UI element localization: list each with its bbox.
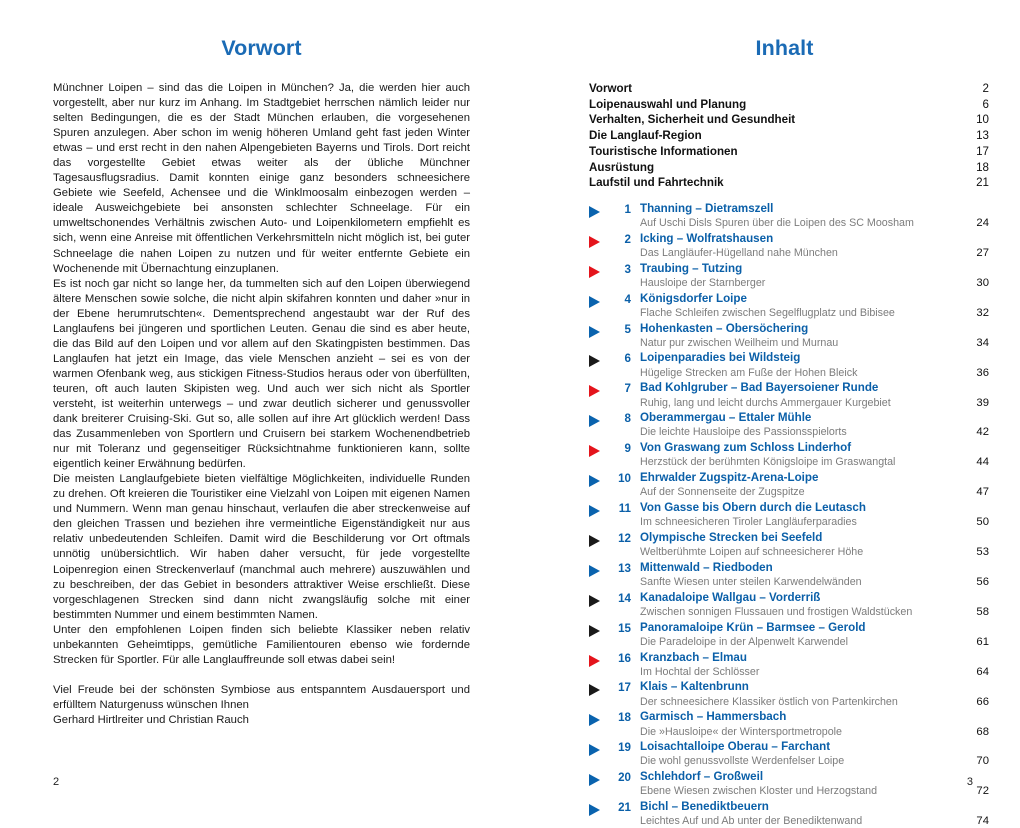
- triangle-blue-icon: [589, 326, 600, 338]
- toc-tour-text: [631, 800, 989, 828]
- difficulty-marker: [589, 202, 609, 218]
- toc-tour-subtitle-row: [640, 336, 989, 350]
- triangle-red-icon: [589, 445, 600, 457]
- page-title-vorwort: Vorwort: [221, 36, 302, 60]
- toc-tour-page: 61: [976, 635, 989, 648]
- toc-tour-number: 1: [624, 202, 631, 216]
- toc-tour-list: [589, 202, 989, 828]
- difficulty-marker: [589, 680, 609, 696]
- toc-tour-text: [631, 740, 989, 768]
- triangle-blue-icon: [589, 475, 600, 487]
- toc-tour-entry[interactable]: [589, 531, 989, 559]
- triangle-red-icon: [589, 655, 600, 667]
- toc-tour-text: [631, 411, 989, 439]
- toc-front-matter-row[interactable]: [589, 128, 989, 144]
- toc-tour-subtitle-row: [640, 246, 989, 260]
- toc-tour-title: Icking – Wolfratshausen: [640, 231, 774, 245]
- toc-tour-number: 6: [624, 352, 631, 366]
- toc-tour-entry[interactable]: [589, 770, 989, 798]
- toc-tour-page: 30: [976, 276, 989, 289]
- toc-tour-title: Kanadaloipe Wallgau – Vorderriß: [640, 590, 821, 604]
- toc-front-matter-page: 13: [976, 129, 989, 143]
- toc-front-matter-page: 2: [982, 82, 989, 95]
- page-title-inhalt: Inhalt: [755, 36, 814, 60]
- toc-tour-number: 19: [618, 741, 631, 755]
- toc-tour-number: 20: [618, 771, 631, 785]
- toc-tour-text: [631, 381, 989, 409]
- difficulty-marker: [589, 411, 609, 427]
- toc-tour-title: Königsdorfer Loipe: [640, 291, 747, 305]
- toc-tour-text: [631, 680, 989, 708]
- toc-tour-title: Loipenparadies bei Wildsteig: [640, 351, 801, 365]
- toc-tour-number: 4: [624, 292, 631, 306]
- difficulty-marker: [589, 322, 609, 338]
- toc-front-matter-row[interactable]: [589, 81, 989, 97]
- triangle-blue-icon: [589, 206, 600, 218]
- toc-tour-number: 16: [618, 651, 631, 665]
- toc-tour-number: 3: [624, 262, 631, 276]
- difficulty-marker: [589, 800, 609, 816]
- toc-tour-subtitle: Hügelige Strecken am Fuße der Hohen Bleick: [640, 366, 858, 379]
- toc-tour-page: 50: [976, 516, 989, 529]
- toc-tour-entry[interactable]: [589, 651, 989, 679]
- toc-tour-page: 53: [976, 546, 989, 559]
- toc-tour-page: 64: [976, 665, 989, 678]
- toc-tour-entry[interactable]: [589, 501, 989, 529]
- difficulty-marker: [589, 292, 609, 308]
- toc-tour-text: [631, 591, 989, 619]
- toc-tour-subtitle: Weltberühmte Loipen auf schneesicherer Höhe: [640, 546, 864, 559]
- toc-tour-title: Thanning – Dietramszell: [640, 201, 774, 215]
- toc-tour-subtitle-row: [640, 754, 989, 768]
- difficulty-marker: [589, 501, 609, 517]
- triangle-red-icon: [589, 236, 600, 248]
- toc-tour-page: 24: [976, 217, 989, 230]
- toc-front-matter-page: 18: [976, 160, 989, 174]
- triangle-red-icon: [589, 385, 600, 397]
- difficulty-marker: [589, 591, 609, 607]
- toc-tour-entry[interactable]: [589, 680, 989, 708]
- triangle-blue-icon: [589, 714, 600, 726]
- toc-front-matter-label: Vorwort: [589, 82, 632, 95]
- toc-tour-subtitle-row: [640, 695, 989, 709]
- toc-tour-subtitle-row: [640, 216, 989, 230]
- toc-tour-subtitle: Ebene Wiesen zwischen Kloster und Herzogstand: [640, 785, 878, 798]
- toc-tour-page: 47: [976, 486, 989, 499]
- triangle-red-icon: [589, 266, 600, 278]
- toc-tour-text: [631, 621, 989, 649]
- difficulty-marker: [589, 710, 609, 726]
- toc-tour-entry[interactable]: [589, 381, 989, 409]
- toc-tour-subtitle-row: [640, 635, 989, 649]
- toc-tour-subtitle: Zwischen sonnigen Flussauen und frostigen Waldstücken: [640, 605, 913, 618]
- toc-tour-title: Garmisch – Hammersbach: [640, 710, 787, 724]
- toc-tour-subtitle-row: [640, 306, 989, 320]
- toc-front-matter-label: Die Langlauf-Region: [589, 129, 702, 143]
- toc-tour-subtitle-row: [640, 725, 989, 739]
- toc-tour-title: Oberammergau – Ettaler Mühle: [640, 411, 812, 425]
- foreword-closing: Viel Freude bei der schönsten Symbiose aus entspanntem Ausdauersport und erfülltem Naturgenuss wünschen Ihnen: [53, 683, 470, 711]
- toc-tour-subtitle: Natur pur zwischen Weilheim und Murnau: [640, 336, 839, 349]
- foreword-paragraph: Die meisten Langlaufgebiete bieten vielfältige Möglichkeiten, individuelle Runden zu drehen. Oft kreieren die Touristiker eine Vielzahl von Loipen mit eigenen Namen und Nummern. Wenn man genau hinschaut, verlaufen die aber streckenweise auf den gleichen Trassen und beziehen ihre vermeintliche Eigenständigkeit nur aus relativ unbedeutenden Schleifen. Damit wird die Beschilderung vor Ort oftmals unnötig unübersichtlich. Wir haben daher versucht, für jede vorgestellte Loipenregion einen Streckenverlauf (manchmal auch mehrere) auszuwählen und zu beschreiben, der das Gebiet in besonders attraktiver Weise erschließt. Diese vorgeschlagenen Strecken sind dann nicht zwangsläufig solche mit einer bestimmten Nummer und einem bestimmten Namen.: [53, 473, 470, 621]
- difficulty-marker: [589, 441, 609, 457]
- toc-tour-subtitle-row: [640, 575, 989, 589]
- toc-tour-subtitle-row: [640, 515, 989, 529]
- toc-tour-subtitle-row: [640, 605, 989, 619]
- toc-tour-number: 12: [618, 531, 631, 545]
- triangle-black-icon: [589, 355, 600, 367]
- triangle-black-icon: [589, 684, 600, 696]
- toc-tour-page: 44: [976, 456, 989, 469]
- toc-tour-page: 39: [976, 396, 989, 409]
- toc-front-matter-label: Touristische Informationen: [589, 144, 738, 158]
- toc-tour-entry[interactable]: [589, 202, 989, 230]
- folio-left: 2: [53, 776, 60, 788]
- toc-tour-title: Olympische Strecken bei Seefeld: [640, 530, 823, 544]
- toc-tour-page: 32: [976, 306, 989, 319]
- toc-tour-number: 9: [624, 442, 631, 456]
- toc-tour-text: [631, 232, 989, 260]
- toc-tour-number: 14: [618, 591, 631, 605]
- toc-tour-entry[interactable]: [589, 351, 989, 379]
- triangle-black-icon: [589, 625, 600, 637]
- toc-tour-subtitle-row: [640, 366, 989, 380]
- toc-tour-subtitle: Hausloipe der Starnberger: [640, 276, 766, 289]
- toc-tour-entry[interactable]: [589, 322, 989, 350]
- triangle-blue-icon: [589, 505, 600, 517]
- toc-tour-entry[interactable]: [589, 561, 989, 589]
- triangle-blue-icon: [589, 774, 600, 786]
- toc-tour-title: Schlehdorf – Großweil: [640, 770, 764, 784]
- toc-tour-text: [631, 651, 989, 679]
- toc-tour-subtitle: Herzstück der berühmten Königsloipe im Graswangtal: [640, 456, 896, 469]
- toc-tour-text: [631, 561, 989, 589]
- toc-front-matter-label: Verhalten, Sicherheit und Gesundheit: [589, 113, 796, 127]
- difficulty-marker: [589, 262, 609, 278]
- toc-tour-subtitle: Der schneesichere Klassiker östlich von Partenkirchen: [640, 695, 898, 708]
- triangle-blue-icon: [589, 744, 600, 756]
- toc-front-matter-page: 17: [976, 144, 989, 158]
- foreword-signature: Gerhard Hirtlreiter und Christian Rauch: [53, 713, 249, 726]
- toc-tour-page: 70: [976, 755, 989, 768]
- toc-tour-entry[interactable]: [589, 710, 989, 738]
- toc-tour-number: 15: [618, 621, 631, 635]
- toc-tour-number: 2: [624, 232, 631, 246]
- triangle-black-icon: [589, 595, 600, 607]
- toc-front-matter-label: Laufstil und Fahrtechnik: [589, 176, 724, 190]
- toc-tour-page: 36: [976, 366, 989, 379]
- toc-tour-title: Klais – Kaltenbrunn: [640, 680, 749, 694]
- table-of-contents: [589, 81, 989, 828]
- toc-tour-page: 66: [976, 695, 989, 708]
- toc-tour-subtitle-row: [640, 455, 989, 469]
- toc-tour-title: Traubing – Tutzing: [640, 261, 743, 275]
- toc-tour-number: 21: [618, 801, 631, 815]
- triangle-blue-icon: [589, 296, 600, 308]
- toc-tour-text: [631, 531, 989, 559]
- toc-tour-entry[interactable]: [589, 262, 989, 290]
- page-vorwort: [0, 0, 510, 816]
- toc-tour-subtitle: Die »Hausloipe« der Wintersportmetropole: [640, 725, 842, 738]
- toc-tour-number: 10: [618, 472, 631, 486]
- toc-tour-number: 8: [624, 412, 631, 426]
- toc-tour-subtitle-row: [640, 425, 989, 439]
- toc-tour-subtitle-row: [640, 485, 989, 499]
- toc-tour-entry[interactable]: [589, 441, 989, 469]
- toc-tour-subtitle: Sanfte Wiesen unter steilen Karwendelwänden: [640, 576, 862, 588]
- toc-tour-text: [631, 322, 989, 350]
- toc-tour-number: 13: [618, 561, 631, 575]
- toc-tour-title: Von Graswang zum Schloss Linderhof: [640, 441, 852, 455]
- toc-tour-number: 17: [618, 681, 631, 695]
- toc-tour-entry[interactable]: [589, 591, 989, 619]
- toc-tour-subtitle: Die wohl genussvollste Werdenfelser Loipe: [640, 755, 845, 768]
- toc-tour-text: [631, 262, 989, 290]
- toc-tour-subtitle: Das Langläufer-Hügelland nahe München: [640, 247, 838, 260]
- toc-front-matter-row[interactable]: [589, 112, 989, 128]
- difficulty-marker: [589, 651, 609, 667]
- toc-tour-entry[interactable]: [589, 232, 989, 260]
- toc-front-matter-row[interactable]: [589, 97, 989, 113]
- toc-tour-text: [631, 292, 989, 320]
- toc-tour-page: 74: [976, 815, 989, 828]
- toc-tour-subtitle-row: [640, 545, 989, 559]
- toc-tour-entry[interactable]: [589, 621, 989, 649]
- difficulty-marker: [589, 740, 609, 756]
- toc-front-matter-page: 21: [976, 176, 989, 190]
- foreword-paragraph: Es ist noch gar nicht so lange her, da tummelten sich auf den Loipen überwiegend ältere Menschen sowie solche, die nicht alpin skifahren konnten und daher »nur in der Ebene herumrutschten«. Dementsprechend angestaubt war der Ruf des Langlaufens bei jüngeren und sportlichen Leuten. Genau die sind es aber heute, die das Bild auf den Loipen und vor allem auf den Skatingpisten bestimmen. Das Langlaufen hat jetzt ein Image, das viele Menschen anzieht – sei es von der warmen Ofenbank weg, aus stickigen Fitness-Studios heraus oder von überfüllten, teuren, oft auch lauten Skipisten weg. Und auch wer sich nicht als Sportler versteht, ist weiterhin unterwegs – und zwar deutlich sicherer und genussvoller dank breiterer Cruising-Ski. Gut so, alle sollen auf ihre Art glücklich werden! Dass das Zusammenleben von Sportlern und Cruisern bei starkem Wochenendbetrieb nur mit Toleranz und gegenseitiger Rücksichtnahme funktionieren kann, sollte eigentlich keiner Erwähnung bedürfen.: [53, 277, 470, 471]
- toc-tour-subtitle-row: [640, 784, 989, 798]
- toc-tour-number: 18: [618, 711, 631, 725]
- toc-front-matter-page: 10: [976, 113, 989, 127]
- toc-tour-title: Panoramaloipe Krün – Barmsee – Gerold: [640, 620, 866, 634]
- folio-right: 3: [966, 776, 973, 788]
- toc-tour-entry[interactable]: [589, 740, 989, 768]
- toc-tour-text: [631, 202, 989, 230]
- difficulty-marker: [589, 531, 609, 547]
- toc-tour-subtitle: Auf Uschi Disls Spuren über die Loipen des SC Moosham: [640, 217, 914, 230]
- difficulty-marker: [589, 351, 609, 367]
- toc-tour-page: 34: [976, 336, 989, 349]
- triangle-blue-icon: [589, 804, 600, 816]
- toc-tour-page: 68: [976, 725, 989, 738]
- toc-tour-title: Von Gasse bis Obern durch die Leutasch: [640, 500, 866, 514]
- toc-tour-page: 42: [976, 426, 989, 439]
- toc-tour-subtitle-row: [640, 665, 989, 679]
- difficulty-marker: [589, 232, 609, 248]
- toc-tour-text: [631, 501, 989, 529]
- toc-tour-title: Loisachtalloipe Oberau – Farchant: [640, 740, 831, 754]
- toc-tour-page: 56: [976, 576, 989, 588]
- foreword-body: [53, 81, 470, 728]
- toc-tour-title: Ehrwalder Zugspitz-Arena-Loipe: [640, 471, 819, 485]
- toc-front-matter-label: Ausrüstung: [589, 160, 655, 174]
- toc-tour-title: Bad Kohlgruber – Bad Bayersoiener Runde: [640, 381, 879, 395]
- toc-tour-text: [631, 770, 989, 798]
- toc-tour-subtitle-row: [640, 396, 989, 410]
- foreword-paragraph: Unter den empfohlenen Loipen finden sich beliebte Klassiker neben relativ unbekannten Geheimtipps, gemütliche Familientouren ebenso wie fordernde Strecken für Sportler. Für alle Langlauffreunde soll etwas dabei sein!: [53, 623, 470, 666]
- toc-tour-title: Hohenkasten – Obersöchering: [640, 321, 809, 335]
- toc-tour-subtitle: Leichtes Auf und Ab unter der Benediktenwand: [640, 815, 863, 828]
- toc-tour-title: Mittenwald – Riedboden: [640, 560, 773, 574]
- toc-tour-subtitle: Die Paradeloipe in der Alpenwelt Karwendel: [640, 635, 848, 648]
- foreword-paragraph: Münchner Loipen – sind das die Loipen in München? Ja, die werden hier auch vorgestellt, aber nur kurz im Anhang. Im Stadtgebiet herrschen nämlich leider nur selten Bedingungen, die es der Stadt München erlauben, die vorgesehenen Spuren anzulegen. Aber schon im wenig höheren Umland geht fast jeden Winter etwas – und erst recht in den nahen Alpengebieten Bayerns und Tirols. Dort reicht das vorgestellte Gebiet etwas weiter als der übliche Münchner Tagesausflugsradius. Damit konnten einige ganz besonders schneesichere Gebiete wie Seefeld, Achensee und die Winklmoosalm einbezogen werden – ideale Ausweichgebiete bei ansonsten schlechter Schneelage. Für ein umweltschonendes Verhältnis zwischen Auto- und Loipenkilometern empfiehlt es sich, wenn eine Anreise mit öffentlichen Verkehrsmitteln nicht möglich ist, bei guter Schneelage die nahen Loipen zu nutzen und für weiter entfernte Gebiete ein Wochenende mit Übernachtung einzuplanen.: [53, 82, 470, 275]
- toc-tour-text: [631, 441, 989, 469]
- difficulty-marker: [589, 621, 609, 637]
- toc-tour-number: 11: [618, 501, 631, 515]
- toc-tour-subtitle: Die leichte Hausloipe des Passionsspielorts: [640, 426, 847, 439]
- toc-front-matter-row[interactable]: [589, 175, 989, 191]
- difficulty-marker: [589, 471, 609, 487]
- toc-tour-subtitle-row: [640, 814, 989, 828]
- difficulty-marker: [589, 381, 609, 397]
- toc-tour-title: Kranzbach – Elmau: [640, 650, 747, 664]
- triangle-black-icon: [589, 535, 600, 547]
- toc-tour-subtitle-row: [640, 276, 989, 290]
- toc-tour-subtitle: Auf der Sonnenseite der Zugspitze: [640, 486, 805, 499]
- toc-tour-number: 7: [624, 382, 631, 396]
- difficulty-marker: [589, 770, 609, 786]
- toc-tour-subtitle: Flache Schleifen zwischen Segelflugplatz und Bibisee: [640, 306, 895, 319]
- toc-front-matter-row[interactable]: [589, 144, 989, 160]
- toc-tour-subtitle: Im Hochtal der Schlösser: [640, 665, 760, 678]
- toc-tour-entry[interactable]: [589, 411, 989, 439]
- toc-front-matter-page: 6: [982, 97, 989, 111]
- toc-tour-text: [631, 710, 989, 738]
- toc-tour-page: 72: [976, 785, 989, 798]
- toc-tour-subtitle: Im schneesicheren Tiroler Langläuferparadies: [640, 516, 857, 529]
- triangle-blue-icon: [589, 415, 600, 427]
- toc-tour-page: 27: [976, 247, 989, 260]
- toc-tour-entry[interactable]: [589, 800, 989, 828]
- toc-tour-number: 5: [624, 322, 631, 336]
- toc-tour-entry[interactable]: [589, 471, 989, 499]
- toc-tour-subtitle: Ruhig, lang und leicht durchs Ammergauer Kurgebiet: [640, 396, 891, 409]
- toc-tour-entry[interactable]: [589, 292, 989, 320]
- toc-front-matter: [589, 81, 989, 191]
- toc-front-matter-row[interactable]: [589, 160, 989, 176]
- page-inhalt: [510, 0, 1020, 828]
- toc-tour-title: Bichl – Benediktbeuern: [640, 800, 769, 814]
- triangle-blue-icon: [589, 565, 600, 577]
- toc-tour-text: [631, 471, 989, 499]
- difficulty-marker: [589, 561, 609, 577]
- toc-tour-page: 58: [976, 605, 989, 618]
- toc-tour-text: [631, 351, 989, 379]
- toc-front-matter-label: Loipenauswahl und Planung: [589, 97, 747, 111]
